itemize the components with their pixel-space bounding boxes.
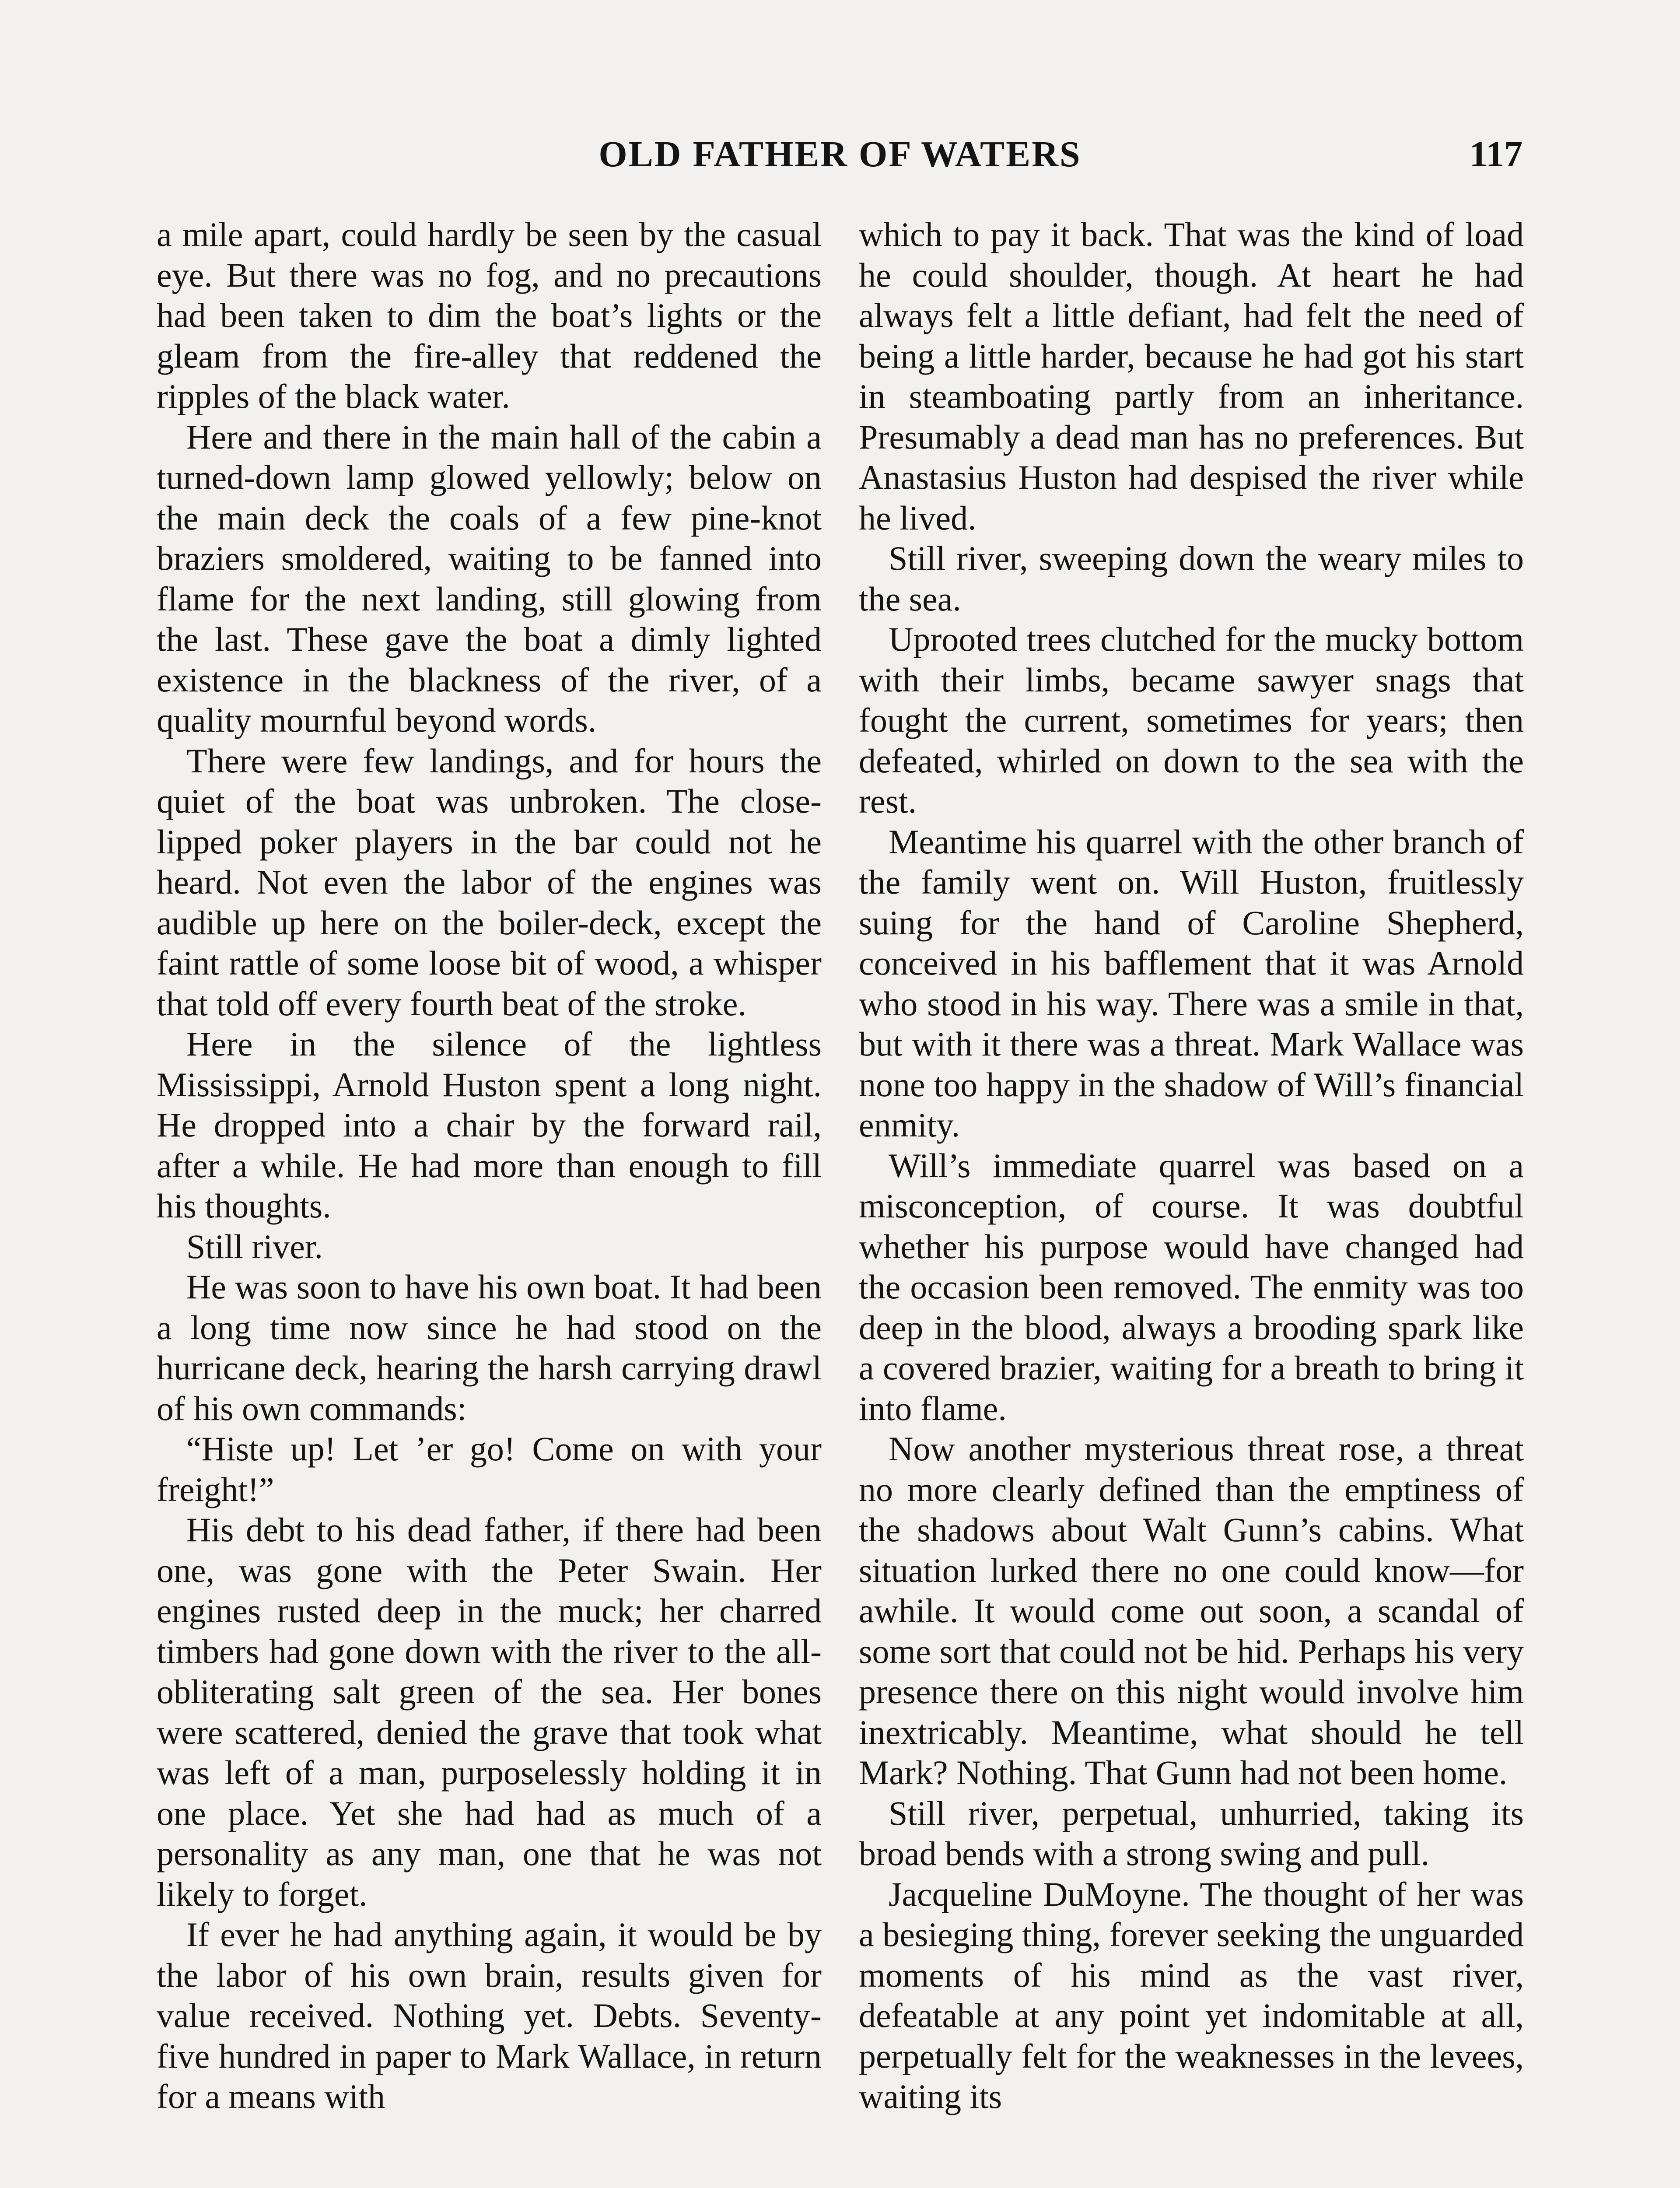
paragraph: If ever he had anything again, it would be by the labor of his own brain, results given for value received. Nothing yet. Debts. Seventy-five hundred in paper to Mark Wallace, in return for a means with <box>157 1915 822 2115</box>
paragraph: Here and there in the main hall of the cabin a turned-down lamp glowed yellowly; below on the main deck the coals of a few pine-knot braziers smoldered, waiting to be fanned into flame for the next landing, still glowing from the last. These gave the boat a dimly lighted existence in the blackness of the river, of a quality mournful beyond words. <box>157 417 822 739</box>
paragraph: Still river, perpetual, unhurried, taking its broad bends with a strong swing and pull. <box>859 1794 1524 1872</box>
running-title: OLD FATHER OF WATERS <box>598 134 1082 175</box>
paragraph: Will’s immediate quarrel was based on a misconception, of course. It was doubtful whether his purpose would have changed had the occasion been removed. The enmity was too deep in the blood, always a brooding spark like a covered brazier, waiting for a breath to bring it into flame. <box>859 1146 1524 1427</box>
right-column <box>859 214 1524 2188</box>
paragraph: “Histe up! Let ’er go! Come on with your freight!” <box>157 1430 822 1508</box>
page-number: 117 <box>1469 134 1522 175</box>
paragraph: He was soon to have his own boat. It had been a long time now since he had stood on the hurricane deck, hearing the harsh carrying drawl of his own commands: <box>157 1268 822 1427</box>
paragraph: His debt to his dead father, if there had been one, was gone with the Peter Swain. Her engines rusted deep in the muck; her charred timbers had gone down with the river to the all-obliterating salt green of the sea. Her bones were scattered, denied the grave that took what was left of a man, purposelessly holding it in one place. Yet she had had as much of a personality as any man, one that he was not likely to forget. <box>157 1511 822 1913</box>
paragraph: Here in the silence of the lightless Mississippi, Arnold Huston spent a long night. He dropped into a chair by the forward rail, after a while. He had more than enough to fill his thoughts. <box>157 1025 822 1225</box>
paragraph: Jacqueline DuMoyne. The thought of her was a besieging thing, forever seeking the unguarded moments of his mind as the vast river, defeatable at any point yet indomitable at all, perpetually felt for the weaknesses in the levees, waiting its <box>859 1875 1524 2115</box>
page-header <box>158 130 1522 179</box>
paragraph: Still river. <box>186 1227 323 1266</box>
paragraph: Still river, sweeping down the weary miles to the sea. <box>859 539 1524 618</box>
paragraph: Uprooted trees clutched for the mucky bottom with their limbs, became sawyer snags that fought the current, sometimes for years; then defeated, whirled on down to the sea with the rest. <box>859 620 1524 820</box>
paragraph: which to pay it back. That was the kind of load he could shoulder, though. At heart he had always felt a little defiant, had felt the need of being a little harder, because he had got his start in steamboating partly from an inheritance. Presumably a dead man has no preferences. But Anastasius Huston had despised the river while he lived. <box>859 215 1524 537</box>
paragraph: Now another mysterious threat rose, a threat no more clearly defined than the emptiness of the shadows about Walt Gunn’s cabins. What situation lurked there no one could know—for awhile. It would come out soon, a scandal of some sort that could not be hid. Perhaps his very presence there on this night would involve him inextricably. Meantime, what should he tell Mark? Nothing. That Gunn had not been home. <box>859 1430 1524 1792</box>
paragraph: a mile apart, could hardly be seen by the casual eye. But there was no fog, and no precautions had been taken to dim the boat’s lights or the gleam from the fire-alley that reddened the ripples of the black water. <box>157 215 822 415</box>
paragraph: There were few landings, and for hours the quiet of the boat was unbroken. The close-lipped poker players in the bar could not he heard. Not even the labor of the engines was audible up here on the boiler-deck, except the faint rattle of some loose bit of wood, a whisper that told off every fourth beat of the stroke. <box>157 741 822 1023</box>
paragraph: Meantime his quarrel with the other branch of the family went on. Will Huston, fruitlessly suing for the hand of Caroline Shepherd, conceived in his bafflement that it was Arnold who stood in his way. There was a smile in that, but with it there was a threat. Mark Wallace was none too happy in the shadow of Will’s financial enmity. <box>859 822 1524 1144</box>
left-column <box>157 214 822 2188</box>
